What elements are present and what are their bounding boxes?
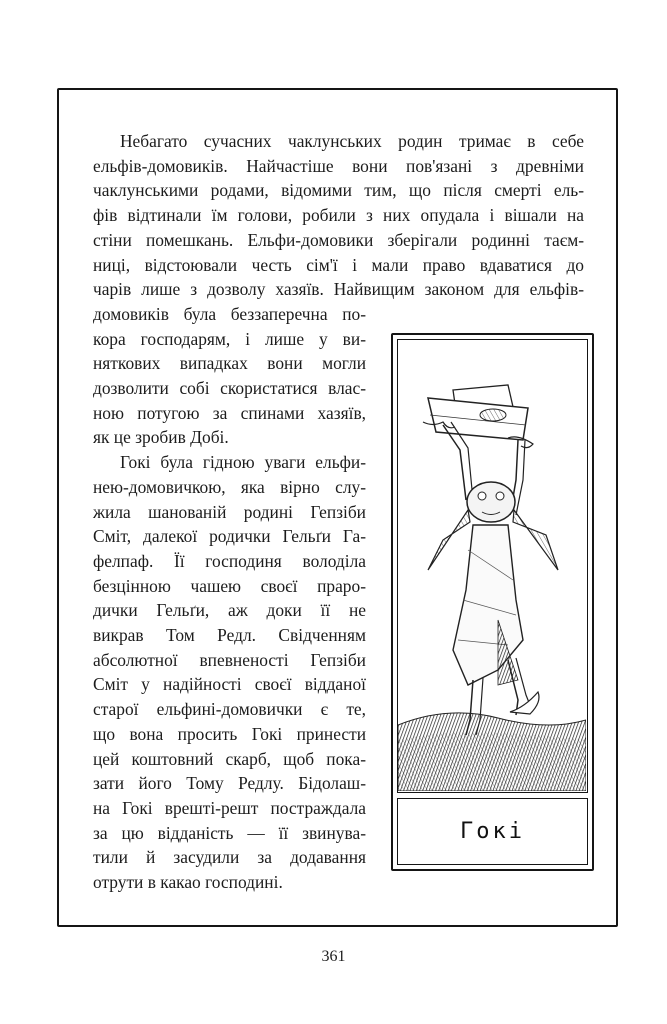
- text-line: за цю відданість — її звинува-: [93, 822, 366, 843]
- text-line: тили й засудили за додавання: [93, 847, 366, 868]
- text-line: чарів лише з дозволу хазяїв. Найвищим законом для ельфів-: [93, 279, 584, 300]
- house-elf-drawing-icon: [398, 340, 586, 791]
- text-line: отрути в какао господині.: [93, 872, 283, 892]
- text-line: няткових випадках вони могли: [93, 353, 366, 374]
- text-line: на Гокі врешті-решт постраждала: [93, 797, 366, 818]
- illustration-panel: [391, 333, 594, 871]
- text-line: викрав Том Редл. Свідченням: [93, 625, 366, 645]
- text-line: Сміт у надійності своєї відданої: [93, 674, 366, 695]
- text-line: дозволити собі скористатися влас-: [93, 378, 366, 398]
- text-line: кора господарям, і лише у ви-: [93, 328, 366, 349]
- text-line: ною потугою за спинами хазяїв,: [93, 402, 366, 423]
- text-line: стіни помешкань. Ельфи-домовики зберігали родинні таєм-: [93, 229, 584, 250]
- text-line: ельфів-домовиків. Найчастіше вони пов'язані з древніми: [93, 155, 584, 176]
- text-line: що вона просить Гокі принести: [93, 723, 366, 744]
- text-line: як це зробив Добі.: [93, 427, 229, 448]
- text-line: домовиків була беззаперечна по-: [93, 303, 366, 324]
- figure-caption: Гокі: [460, 819, 525, 844]
- caption-box: [397, 798, 588, 865]
- page-number: 361: [321, 948, 346, 965]
- text-line: безцінною чашею своєї праро-: [93, 575, 366, 596]
- text-line: цей коштовний скарб, щоб пока-: [93, 748, 366, 769]
- text-line: нею-домовичкою, яка вірно слу-: [93, 476, 366, 497]
- text-line: жила шанованій родині Гепзіби: [93, 501, 366, 522]
- text-line: Гокі була гідною уваги ельфи-: [120, 452, 366, 473]
- house-elf-illustration: [397, 339, 588, 793]
- text-line: Сміт, далекої родички Гельґи Га-: [93, 526, 366, 547]
- text-line: фів відтинали їм голови, робили з них опудала і вішали на: [93, 205, 584, 226]
- text-line: Небагато сучасних чаклунських родин тримає в себе: [120, 131, 584, 151]
- text-line: зати його Тому Редлу. Бідолаш-: [93, 773, 366, 794]
- text-line: дички Гельґи, аж доки її не: [93, 600, 366, 621]
- text-line: ниці, відстоювали честь сім'ї і мали право вдаватися до: [93, 254, 584, 275]
- text-line: абсолютної впевненості Гепзіби: [93, 649, 366, 670]
- text-line: чаклунськими родами, відомими тим, що після смерті ель-: [93, 180, 584, 201]
- text-line: старої ельфині-домовички є те,: [93, 699, 366, 720]
- text-line: фелпаф. Її господиня володіла: [93, 550, 366, 571]
